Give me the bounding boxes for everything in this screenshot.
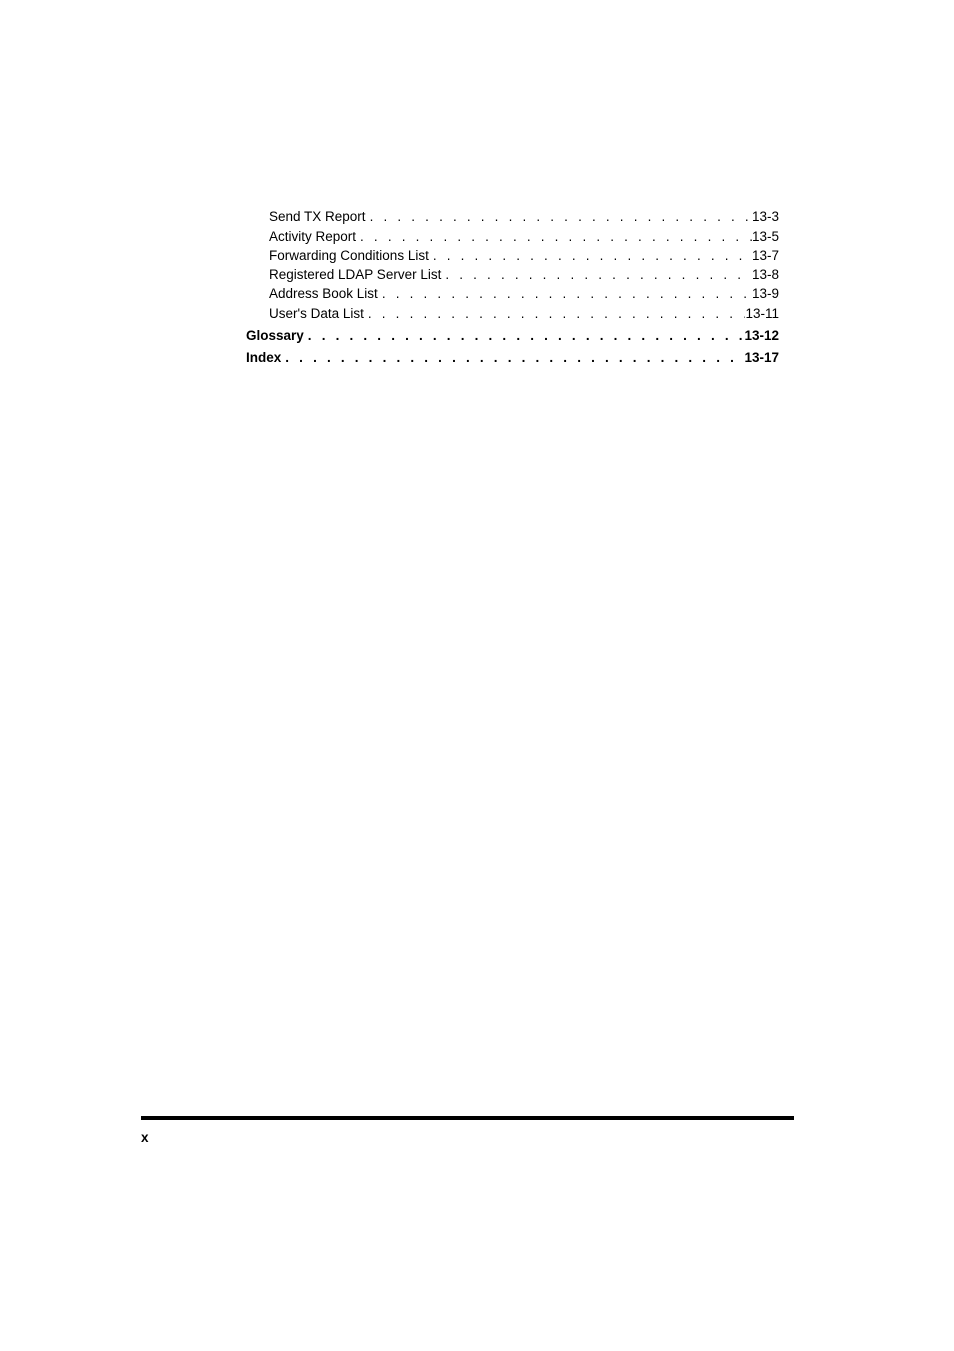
toc-entry-index[interactable] <box>246 349 779 367</box>
page-number: x <box>141 1130 149 1145</box>
toc-entry-activity-report[interactable] <box>269 228 779 246</box>
toc-entry-page: 13-9 <box>751 286 779 301</box>
toc-entry-label: Registered LDAP Server List <box>269 267 442 282</box>
toc-entry-users-data-list[interactable] <box>269 305 779 323</box>
toc-dot-leader <box>441 266 752 284</box>
toc-entry-address-book-list[interactable] <box>269 285 779 303</box>
toc-entry-label: Index <box>246 350 282 365</box>
toc-dot-leader <box>366 208 752 226</box>
toc-dot-leader <box>429 247 752 265</box>
toc-entry-page: 13-11 <box>745 306 779 321</box>
toc-entry-page: 13-3 <box>751 209 779 224</box>
toc-entry-page: 13-5 <box>751 229 779 244</box>
toc-entry-send-tx-report[interactable] <box>269 208 779 226</box>
toc-entry-registered-ldap-server-list[interactable] <box>269 266 779 284</box>
toc-entry-label: Glossary <box>246 328 304 343</box>
toc-entry-label: Send TX Report <box>269 209 366 224</box>
table-of-contents <box>0 0 954 400</box>
toc-dot-leader <box>378 285 752 303</box>
toc-entry-label: Activity Report <box>269 229 357 244</box>
footer-rule <box>141 1116 794 1120</box>
toc-entry-label: Address Book List <box>269 286 378 301</box>
toc-dot-leader <box>281 349 744 367</box>
toc-dot-leader <box>304 327 745 345</box>
toc-entry-page: 13-17 <box>744 350 779 365</box>
toc-entry-forwarding-conditions-list[interactable] <box>269 247 779 265</box>
toc-dot-leader <box>356 228 752 246</box>
toc-entry-page: 13-8 <box>751 267 779 282</box>
toc-entry-label: Forwarding Conditions List <box>269 248 429 263</box>
toc-dot-leader <box>364 305 746 323</box>
toc-entry-label: User's Data List <box>269 306 364 321</box>
toc-entry-page: 13-7 <box>751 248 779 263</box>
toc-entry-page: 13-12 <box>744 328 779 343</box>
toc-entry-glossary[interactable] <box>246 327 779 345</box>
